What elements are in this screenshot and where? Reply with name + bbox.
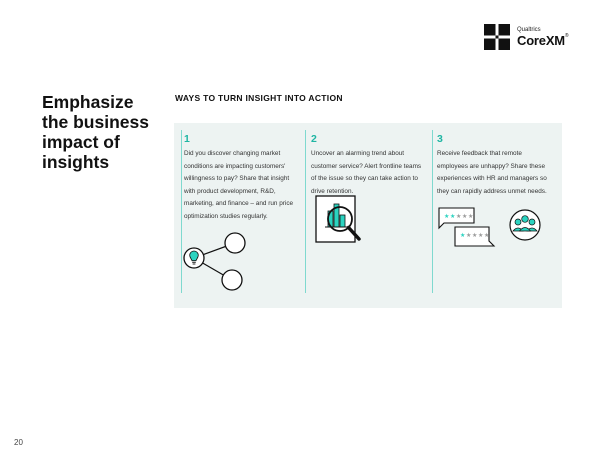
share-network-icon — [180, 230, 250, 300]
corexm-logo — [484, 24, 574, 56]
svg-text:★: ★ — [478, 232, 484, 239]
svg-text:★: ★ — [450, 213, 456, 220]
trademark-symbol: ® — [564, 33, 569, 39]
qualtrics-logo-mark-icon — [484, 24, 510, 50]
column-3-text: Receive feedback that remote employees are unhappy? Share these experiences with HR and managers so they can rapidly address unmet needs. — [437, 150, 547, 195]
feedback-ratings-icon — [438, 206, 543, 254]
logo-brand-text: CoreXM® — [517, 33, 569, 48]
column-2-rule — [305, 130, 306, 293]
column-3-number: 3 — [437, 133, 443, 145]
svg-text:★: ★ — [466, 232, 472, 239]
svg-text:★: ★ — [484, 232, 490, 239]
column-1-text: Did you discover changing market conditions are impacting customers' willingness to pay? Share that insight with product development, R&D, marketing, and finance – and run price optimization studies regularly. — [184, 150, 294, 220]
page-title: Emphasize the business impact of insights — [42, 92, 149, 172]
page-number: 20 — [14, 438, 23, 447]
svg-text:★: ★ — [456, 213, 462, 220]
svg-text:★: ★ — [472, 232, 478, 239]
column-1-number: 1 — [184, 133, 190, 145]
svg-text:★: ★ — [444, 213, 450, 220]
column-3-rule — [432, 130, 433, 293]
column-2-text: Uncover an alarming trend about customer service? Alert frontline teams of the issue so they can take action to drive retention. — [311, 150, 422, 195]
logo-qualtrics-text: Qualtrics — [517, 27, 541, 33]
column-2-number: 2 — [311, 133, 317, 145]
section-label: WAYS TO TURN INSIGHT INTO ACTION — [175, 93, 343, 103]
magnified-chart-icon — [312, 194, 372, 254]
svg-text:★: ★ — [460, 232, 466, 239]
svg-text:★: ★ — [468, 213, 474, 220]
svg-text:★: ★ — [462, 213, 468, 220]
